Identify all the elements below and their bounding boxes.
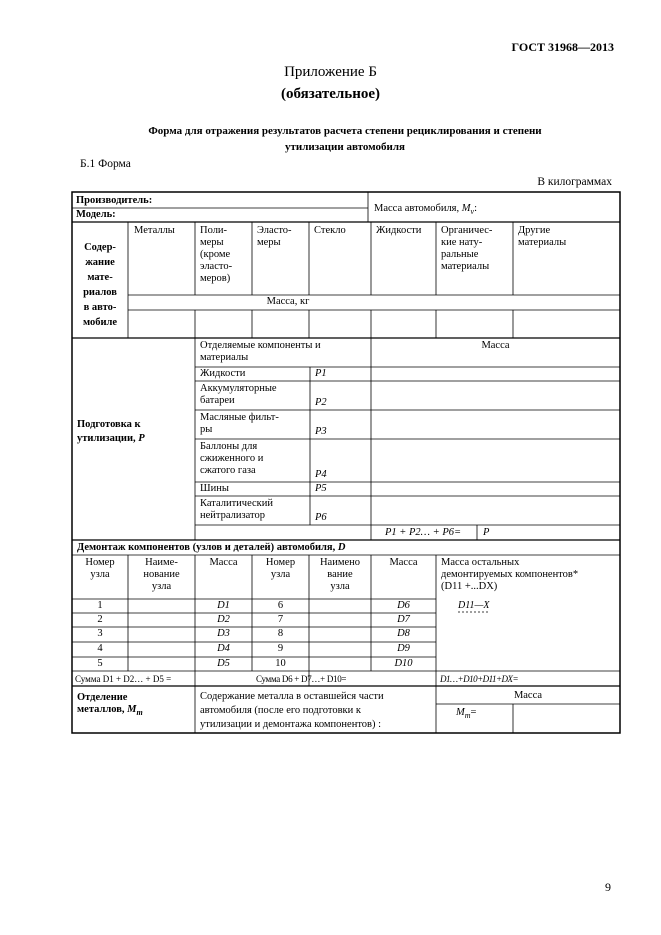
prep-mass-header: Масса bbox=[481, 340, 510, 351]
sum-d6-d10: Сумма D6 + D7…+ D10= bbox=[256, 674, 347, 684]
row-number: 1 bbox=[97, 600, 103, 611]
row-mass-2: D8 bbox=[397, 628, 410, 639]
dismantle-header-name2: Наимено вание узла bbox=[319, 557, 361, 592]
metal-content-text: Содержание металла в оставшейся части автомобиля (после его подготовки к утилизации и демонтажа компонентов) : bbox=[200, 691, 384, 730]
row-number: 3 bbox=[97, 628, 103, 639]
row-number-2: 9 bbox=[277, 643, 284, 654]
dismantle-title: Демонтаж компонентов (узлов и деталей) автомобиля, D bbox=[77, 542, 346, 553]
row-number: 2 bbox=[97, 614, 103, 625]
prep-sum-symbol: P bbox=[483, 527, 490, 538]
prep-item-fluids: Жидкости bbox=[200, 368, 246, 379]
form-title-line2: утилизации автомобиля bbox=[285, 141, 405, 153]
prep-code-p3: P3 bbox=[315, 426, 327, 437]
prep-code-p1: P1 bbox=[315, 368, 327, 379]
material-elastomers: Эласто- меры bbox=[257, 225, 292, 248]
metal-separation-label: Отделение металлов, $M_m$ bbox=[77, 692, 143, 718]
prep-item-gas-cylinders: Баллоны для сжиженного и сжатого газа bbox=[200, 441, 264, 476]
sum-total-d: D1…+D10+D11+DX= bbox=[440, 674, 519, 684]
dismantle-header-mass: Масса bbox=[209, 557, 238, 568]
prep-code-p4: P4 bbox=[315, 469, 327, 480]
prep-code-p6: P6 bbox=[315, 512, 327, 523]
row-mass: D5 bbox=[217, 658, 230, 669]
page-number: 9 bbox=[605, 880, 611, 894]
row-number-2: 10 bbox=[275, 658, 286, 669]
material-organic: Органичес- кие нату- ральные материалы bbox=[441, 225, 493, 272]
section-label: Б.1 Форма bbox=[80, 158, 131, 170]
manufacturer-label: Производитель: bbox=[76, 195, 153, 206]
prep-code-p2: P2 bbox=[315, 397, 327, 408]
row-number-2: 7 bbox=[277, 614, 284, 625]
row-mass: D3 bbox=[217, 628, 230, 639]
model-label: Модель: bbox=[76, 209, 116, 220]
row-mass-2: D7 bbox=[397, 614, 410, 625]
row-mass: D4 bbox=[217, 643, 230, 654]
rest-components-value: D11—X bbox=[458, 600, 490, 611]
prep-item-tires: Шины bbox=[200, 483, 229, 494]
vehicle-mass-label: Масса автомобиля, $M_v$: bbox=[374, 203, 477, 217]
dismantle-header-num2: Номер узла bbox=[265, 557, 296, 580]
row-number: 5 bbox=[97, 658, 103, 669]
material-glass: Стекло bbox=[314, 225, 346, 236]
units-note: В килограммах bbox=[537, 176, 612, 188]
document-id: ГОСТ 31968—2013 bbox=[511, 40, 614, 54]
row-mass: D2 bbox=[217, 614, 230, 625]
material-fluids: Жидкости bbox=[376, 225, 422, 236]
mass-kg-label: Масса, кг bbox=[266, 296, 310, 307]
row-number-2: 8 bbox=[277, 628, 284, 639]
appendix-title: Приложение Б bbox=[284, 64, 377, 80]
material-other: Другие материалы bbox=[518, 225, 567, 248]
material-polymers: Поли- меры (кроме эласто- меров) bbox=[200, 225, 233, 284]
prep-label: Подготовка к утилизации, P bbox=[77, 419, 145, 444]
row-mass: D1 bbox=[217, 600, 230, 611]
prep-item-batteries: Аккумуляторные батареи bbox=[200, 383, 277, 406]
material-metals: Металлы bbox=[134, 225, 175, 236]
row-number: 4 bbox=[97, 643, 103, 654]
dismantle-header-rest: Масса остальных демонтируемых компонентов* (D11 +...DX) bbox=[441, 557, 579, 592]
dismantle-header-mass2: Масса bbox=[389, 557, 418, 568]
dismantle-header-num: Номер узла bbox=[85, 557, 115, 580]
row-number-2: 6 bbox=[277, 600, 284, 611]
sum-d1-d5: Сумма D1 + D2… + D5 = bbox=[75, 674, 172, 684]
metal-mass-value: $M_m=$ bbox=[456, 707, 477, 721]
prep-sum-formula: P1 + P2… + P6= bbox=[385, 527, 462, 538]
prep-code-p5: P5 bbox=[315, 483, 327, 494]
row-mass-2: D10 bbox=[394, 658, 413, 669]
row-mass-2: D9 bbox=[397, 643, 410, 654]
removed-components-header: Отделяемые компоненты и материалы bbox=[200, 340, 321, 363]
form-title-line1: Форма для отражения результатов расчета степени рециклирования и степени bbox=[148, 125, 542, 137]
material-content-label: Содер- жание мате- риалов в авто- мобиле bbox=[82, 242, 118, 328]
prep-item-catalyst: Каталитический нейтрализатор bbox=[200, 498, 273, 521]
appendix-subtitle: (обязательное) bbox=[280, 86, 381, 102]
metal-mass-header: Масса bbox=[513, 690, 543, 701]
dismantle-header-name: Наиме- нование узла bbox=[143, 557, 180, 592]
prep-item-oil-filters: Масляные фильт- ры bbox=[200, 412, 279, 435]
row-mass-2: D6 bbox=[397, 600, 410, 611]
